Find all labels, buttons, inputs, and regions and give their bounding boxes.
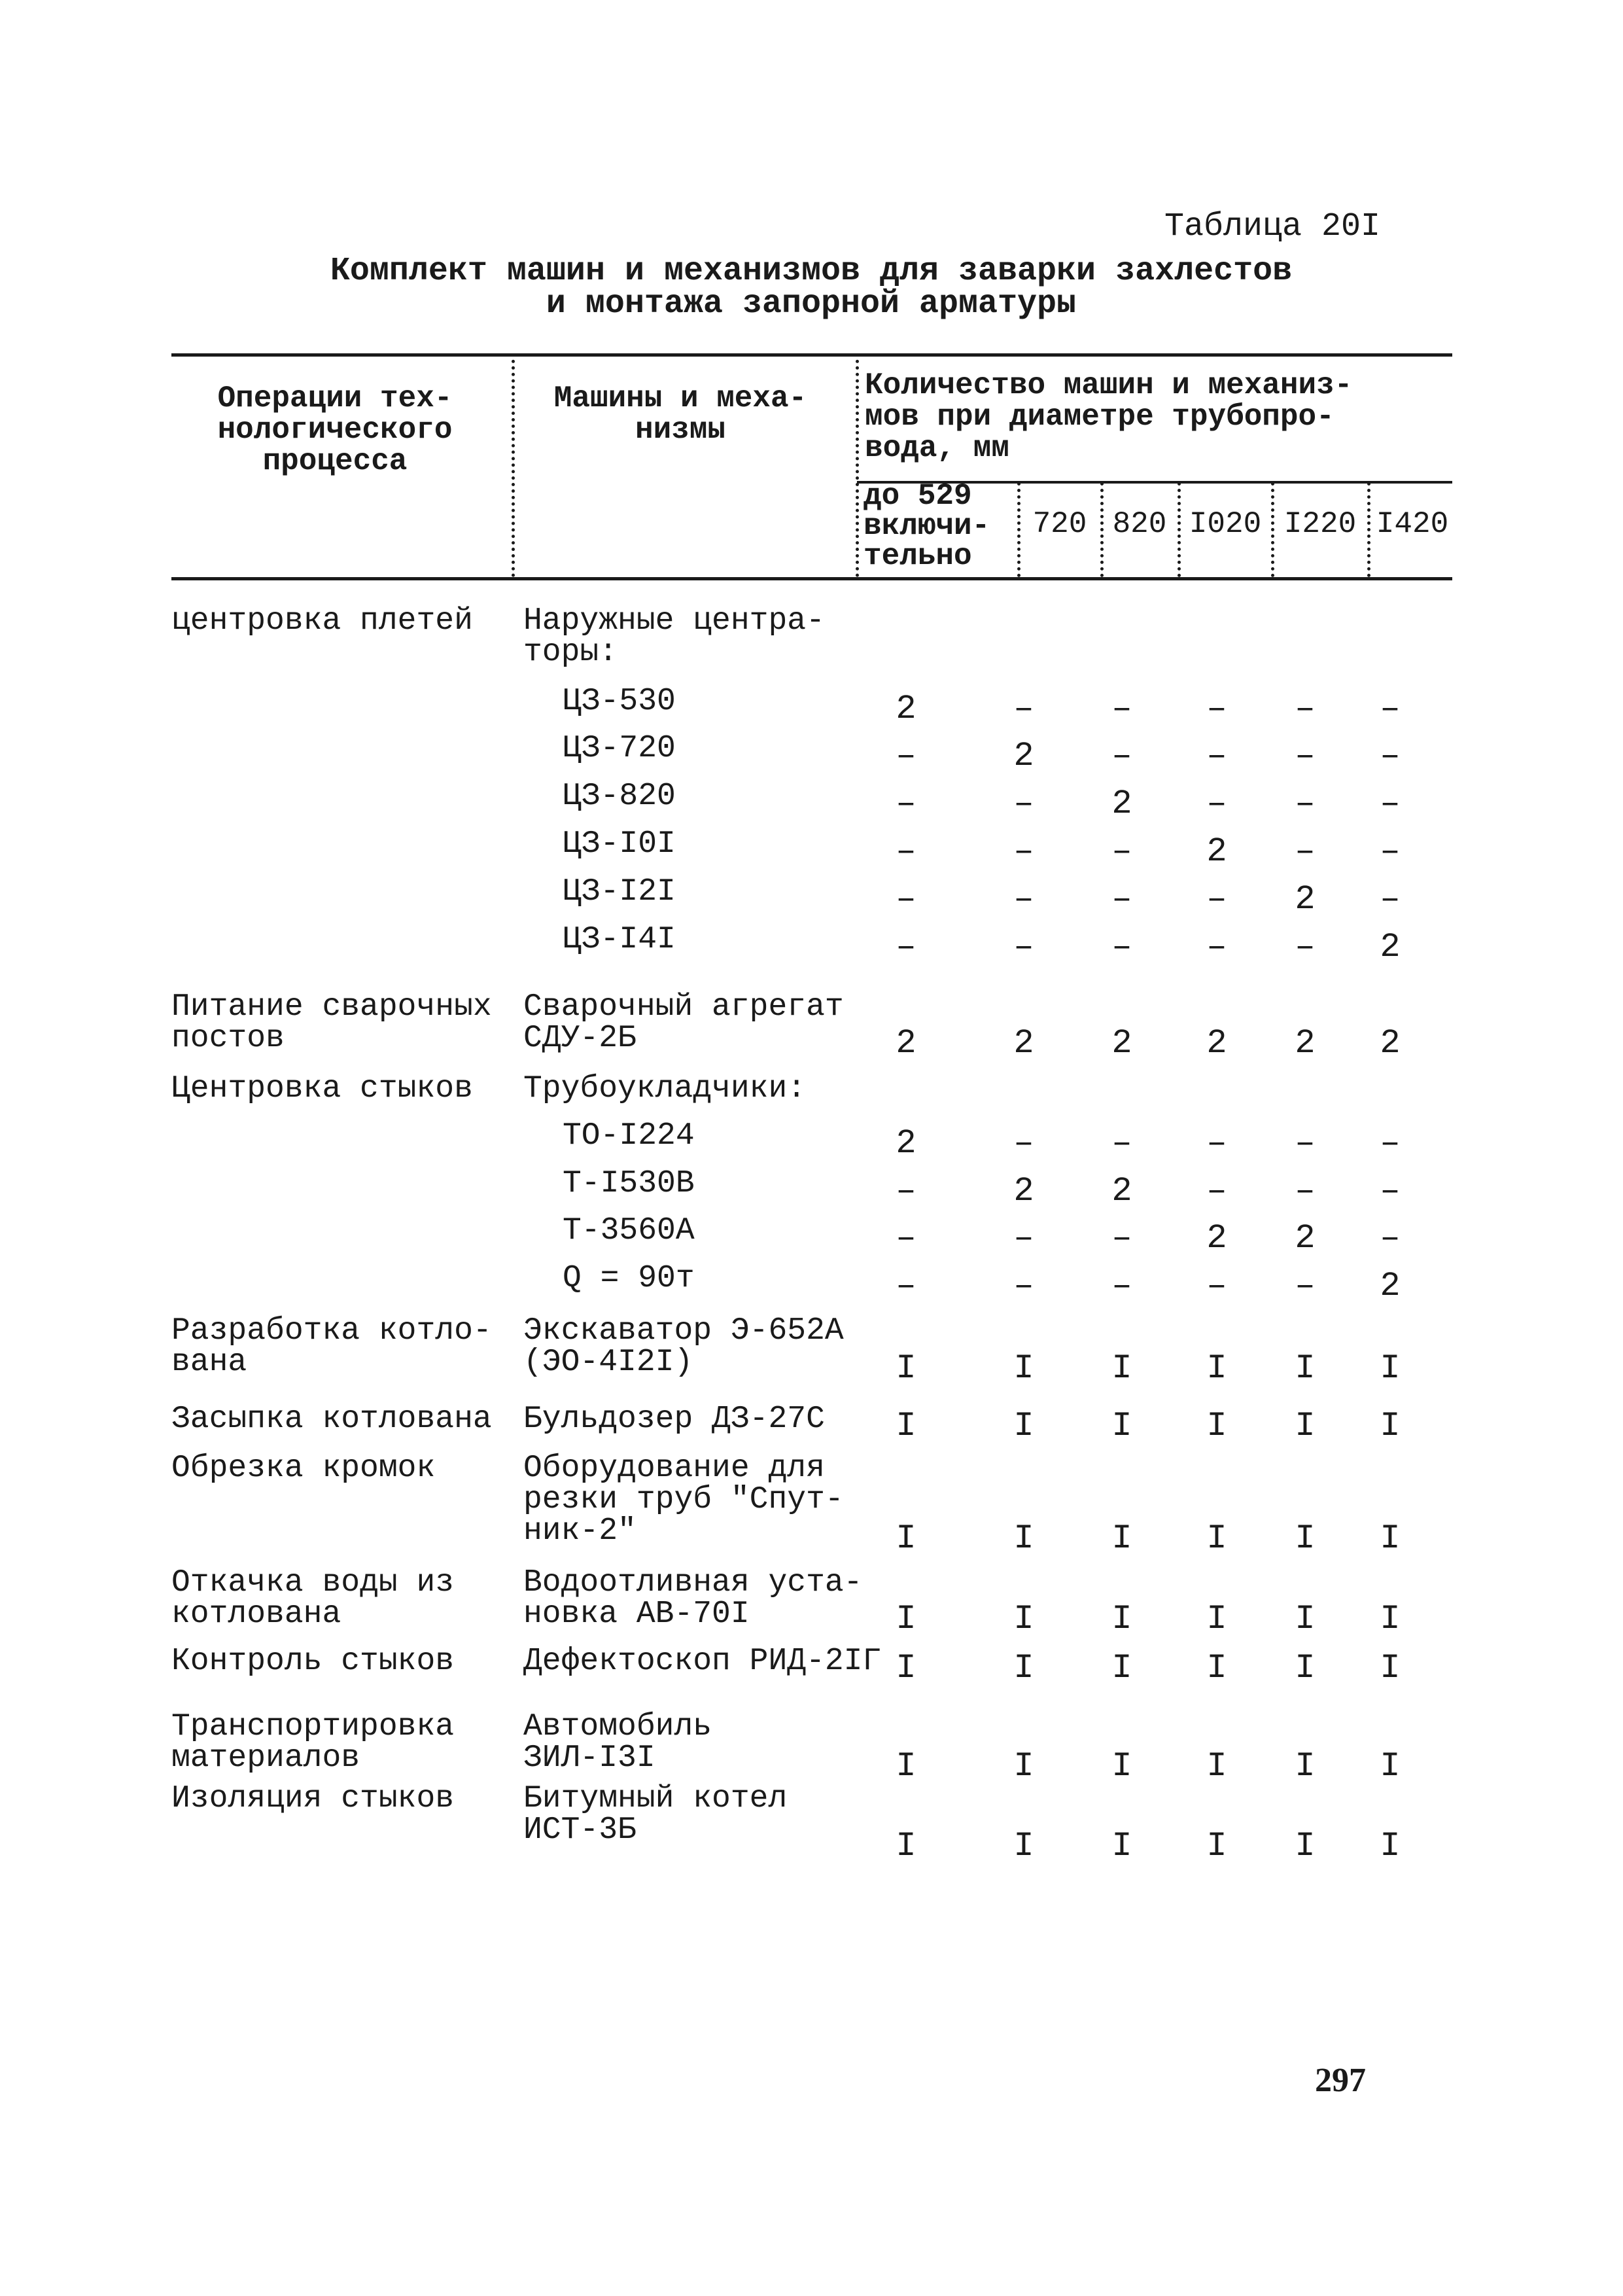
quantity-cell: – bbox=[1380, 785, 1401, 823]
quantity-cell: I bbox=[1013, 1649, 1034, 1687]
quantity-cell: I bbox=[1111, 1827, 1132, 1865]
quantity-cell: 2 bbox=[1013, 737, 1034, 775]
quantity-cell: – bbox=[1111, 737, 1132, 775]
quantity-cell: I bbox=[1380, 1519, 1401, 1558]
quantity-cell: – bbox=[896, 737, 916, 775]
header-top-rule bbox=[171, 353, 1452, 357]
quantity-cell: – bbox=[1013, 690, 1034, 728]
machine-cell: ЦЗ-I0I bbox=[563, 826, 676, 862]
quantity-cell: I bbox=[1206, 1519, 1227, 1558]
quantity-cell: – bbox=[1013, 880, 1034, 919]
machine-cell: ЦЗ-I2I bbox=[563, 874, 676, 910]
quantity-cell: – bbox=[1380, 737, 1401, 775]
quantity-cell: I bbox=[1380, 1600, 1401, 1638]
quantity-cell: I bbox=[1013, 1349, 1034, 1388]
header-operations: Операции тех- нологического процесса bbox=[217, 381, 453, 478]
quantity-cell: – bbox=[1206, 785, 1227, 823]
quantity-cell: – bbox=[896, 1219, 916, 1258]
header-diameter-529: до 529 включи- тельно bbox=[864, 479, 990, 573]
machine-cell: ЦЗ-530 bbox=[563, 684, 676, 719]
quantity-cell: I bbox=[1111, 1349, 1132, 1388]
machine-cell: ЦЗ-720 bbox=[563, 731, 676, 766]
quantity-cell: I bbox=[1295, 1600, 1316, 1638]
operation-cell: Откачка воды из котлована bbox=[171, 1565, 455, 1632]
quantity-cell: 2 bbox=[1206, 1024, 1227, 1063]
quantity-cell: – bbox=[1111, 1219, 1132, 1258]
operation-cell: Разработка котло- вана bbox=[171, 1313, 492, 1380]
header-diameter-720: 720 bbox=[1032, 507, 1087, 541]
quantity-cell: I bbox=[1013, 1827, 1034, 1865]
quantity-cell: – bbox=[1380, 832, 1401, 871]
quantity-cell: 2 bbox=[1111, 1172, 1132, 1210]
quantity-cell: 2 bbox=[1013, 1024, 1034, 1063]
quantity-cell: I bbox=[1013, 1407, 1034, 1445]
header-separator bbox=[512, 353, 515, 577]
quantity-cell: – bbox=[1013, 928, 1034, 966]
quantity-cell: 2 bbox=[1013, 1172, 1034, 1210]
header-quantity: Количество машин и механиз- мов при диаметре трубопро- вода, мм bbox=[865, 368, 1353, 465]
quantity-cell: I bbox=[896, 1349, 916, 1388]
quantity-cell: – bbox=[1111, 1124, 1132, 1163]
quantity-cell: – bbox=[1380, 1172, 1401, 1210]
quantity-cell: – bbox=[1206, 928, 1227, 966]
quantity-cell: I bbox=[896, 1827, 916, 1865]
operation-cell: Обрезка кромок bbox=[171, 1451, 436, 1486]
quantity-cell: I bbox=[1295, 1349, 1316, 1388]
quantity-cell: – bbox=[1111, 880, 1132, 919]
quantity-cell: I bbox=[1111, 1407, 1132, 1445]
quantity-cell: 2 bbox=[1111, 785, 1132, 823]
quantity-cell: 2 bbox=[1380, 928, 1401, 966]
quantity-cell: – bbox=[1380, 1219, 1401, 1258]
machine-cell: Оборудование для резки труб "Спут- ник-2" bbox=[523, 1451, 844, 1549]
header-diameter-820: 820 bbox=[1112, 507, 1167, 541]
quantity-cell: I bbox=[1380, 1747, 1401, 1786]
operation-cell: Изоляция стыков bbox=[171, 1781, 455, 1816]
machine-cell: Q = 90т bbox=[563, 1261, 695, 1296]
quantity-cell: – bbox=[1295, 785, 1316, 823]
quantity-cell: I bbox=[1380, 1407, 1401, 1445]
header-diameter-1220: I220 bbox=[1283, 507, 1357, 541]
quantity-cell: – bbox=[896, 832, 916, 871]
quantity-cell: – bbox=[1295, 832, 1316, 871]
quantity-cell: – bbox=[896, 880, 916, 919]
quantity-cell: 2 bbox=[1206, 832, 1227, 871]
quantity-cell: I bbox=[1380, 1349, 1401, 1388]
quantity-cell: 2 bbox=[896, 1024, 916, 1063]
quantity-cell: 2 bbox=[1295, 1024, 1316, 1063]
quantity-cell: I bbox=[896, 1747, 916, 1786]
machine-cell: Экскаватор Э-652А (ЭО-4I2I) bbox=[523, 1313, 844, 1380]
quantity-cell: I bbox=[1013, 1600, 1034, 1638]
quantity-cell: 2 bbox=[1111, 1024, 1132, 1063]
quantity-cell: I bbox=[1111, 1649, 1132, 1687]
quantity-cell: – bbox=[1013, 785, 1034, 823]
quantity-cell: I bbox=[896, 1600, 916, 1638]
quantity-cell: – bbox=[1013, 832, 1034, 871]
quantity-cell: – bbox=[1206, 1172, 1227, 1210]
quantity-cell: – bbox=[896, 928, 916, 966]
quantity-cell: – bbox=[1380, 690, 1401, 728]
machine-cell: ЦЗ-820 bbox=[563, 779, 676, 814]
quantity-cell: – bbox=[1206, 880, 1227, 919]
quantity-cell: I bbox=[896, 1649, 916, 1687]
quantity-cell: – bbox=[1111, 690, 1132, 728]
table-title-line-1: Комплект машин и механизмов для заварки захлестов bbox=[330, 253, 1293, 290]
page-number: 297 bbox=[1315, 2062, 1366, 2099]
operation-cell: центровка плетей bbox=[171, 603, 473, 639]
quantity-cell: I bbox=[1206, 1407, 1227, 1445]
machine-cell: Водоотливная уста- новка АВ-70I bbox=[523, 1565, 863, 1632]
machine-cell: ТО-I224 bbox=[563, 1118, 695, 1154]
machine-cell: ЦЗ-I4I bbox=[563, 922, 676, 957]
quantity-cell: – bbox=[896, 785, 916, 823]
quantity-cell: – bbox=[1111, 928, 1132, 966]
header-bottom-rule bbox=[171, 577, 1452, 580]
quantity-cell: I bbox=[1111, 1600, 1132, 1638]
quantity-cell: – bbox=[1013, 1267, 1034, 1305]
quantity-cell: I bbox=[1013, 1747, 1034, 1786]
quantity-cell: I bbox=[1295, 1649, 1316, 1687]
quantity-cell: I bbox=[1206, 1600, 1227, 1638]
quantity-cell: – bbox=[1111, 1267, 1132, 1305]
quantity-cell: – bbox=[1013, 1124, 1034, 1163]
table-number-label: Таблица 20I bbox=[1164, 208, 1381, 245]
quantity-cell: – bbox=[1295, 928, 1316, 966]
quantity-cell: I bbox=[1206, 1349, 1227, 1388]
quantity-cell: – bbox=[1295, 690, 1316, 728]
quantity-cell: I bbox=[1380, 1827, 1401, 1865]
quantity-cell: 2 bbox=[896, 690, 916, 728]
quantity-cell: 2 bbox=[1206, 1219, 1227, 1258]
machine-cell: Т-3560А bbox=[563, 1213, 695, 1248]
header-diameter-1420: I420 bbox=[1376, 507, 1449, 541]
machine-cell: Автомобиль ЗИЛ-I3I bbox=[523, 1709, 712, 1776]
quantity-cell: – bbox=[1380, 1124, 1401, 1163]
quantity-cell: I bbox=[1295, 1407, 1316, 1445]
quantity-cell: I bbox=[896, 1407, 916, 1445]
quantity-cell: – bbox=[1206, 1124, 1227, 1163]
operation-cell: Контроль стыков bbox=[171, 1644, 455, 1679]
quantity-cell: 2 bbox=[1295, 1219, 1316, 1258]
quantity-cell: – bbox=[1295, 737, 1316, 775]
machine-cell: Трубоукладчики: bbox=[523, 1071, 807, 1106]
quantity-cell: – bbox=[1206, 737, 1227, 775]
quantity-cell: – bbox=[1206, 690, 1227, 728]
machine-cell: Сварочный агрегат СДУ-2Б bbox=[523, 989, 844, 1056]
operation-cell: Центровка стыков bbox=[171, 1071, 473, 1106]
quantity-cell: I bbox=[1206, 1747, 1227, 1786]
quantity-cell: I bbox=[1206, 1649, 1227, 1687]
quantity-cell: I bbox=[1111, 1519, 1132, 1558]
quantity-cell: – bbox=[896, 1267, 916, 1305]
quantity-cell: 2 bbox=[1295, 880, 1316, 919]
quantity-cell: – bbox=[1013, 1219, 1034, 1258]
quantity-cell: – bbox=[1295, 1172, 1316, 1210]
quantity-cell: 2 bbox=[1380, 1024, 1401, 1063]
quantity-cell: I bbox=[1295, 1827, 1316, 1865]
machine-cell: Т-I530В bbox=[563, 1166, 695, 1201]
machine-cell: Наружные центра- торы: bbox=[523, 603, 825, 670]
quantity-cell: – bbox=[1295, 1124, 1316, 1163]
quantity-cell: I bbox=[1380, 1649, 1401, 1687]
quantity-cell: – bbox=[1111, 832, 1132, 871]
quantity-cell: I bbox=[1295, 1519, 1316, 1558]
quantity-cell: I bbox=[1013, 1519, 1034, 1558]
machine-cell: Дефектоскоп РИД-2IГ bbox=[523, 1644, 882, 1679]
quantity-cell: I bbox=[896, 1519, 916, 1558]
quantity-cell: – bbox=[1380, 880, 1401, 919]
quantity-cell: – bbox=[1206, 1267, 1227, 1305]
machine-cell: Бульдозер ДЗ-27С bbox=[523, 1402, 825, 1437]
header-diameter-1020: I020 bbox=[1189, 507, 1262, 541]
machine-cell: Битумный котел ИСТ-3Б bbox=[523, 1781, 788, 1848]
quantity-cell: 2 bbox=[1380, 1267, 1401, 1305]
table-title-line-2: и монтажа запорной арматуры bbox=[546, 285, 1077, 323]
quantity-cell: I bbox=[1111, 1747, 1132, 1786]
operation-cell: Питание сварочных постов bbox=[171, 989, 492, 1056]
quantity-cell: – bbox=[896, 1172, 916, 1210]
quantity-cell: I bbox=[1295, 1747, 1316, 1786]
header-separator bbox=[856, 353, 859, 577]
table-title bbox=[196, 255, 1426, 321]
quantity-cell: 2 bbox=[896, 1124, 916, 1163]
quantity-cell: – bbox=[1295, 1267, 1316, 1305]
operation-cell: Транспортировка материалов bbox=[171, 1709, 455, 1776]
operation-cell: Засыпка котлована bbox=[171, 1402, 492, 1437]
header-machines: Машины и меха- низмы bbox=[553, 381, 807, 447]
quantity-cell: I bbox=[1206, 1827, 1227, 1865]
